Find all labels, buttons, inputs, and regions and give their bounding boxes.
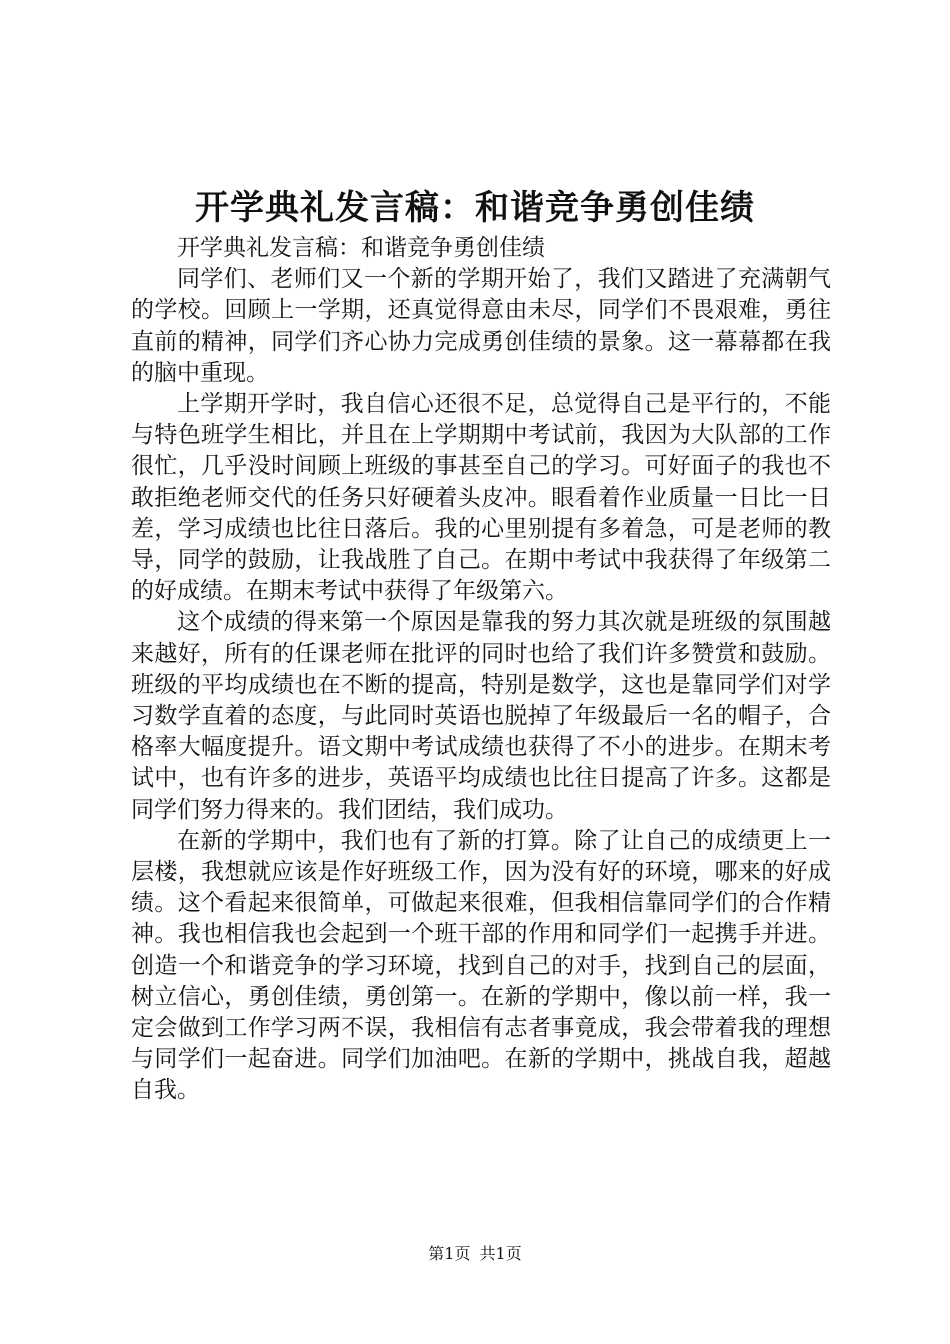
page-number: 第1页 (428, 1244, 471, 1263)
paragraph: 上学期开学时，我自信心还很不足，总觉得自己是平行的，不能与特色班学生相比，并且在上学期期中考试前，我因为大队部的工作很忙，几乎没时间顾上班级的事甚至自己的学习。可好面子的我也不敢拒绝老师交代的任务只好硬着头皮冲。眼看着作业质量一日比一日差，学习成绩也比往日落后。我的心里别提有多着急，可是老师的教导，同学的鼓励，让我战胜了自己。在期中考试中我获得了年级第二的好成绩。在期末考试中获得了年级第六。 (131, 391, 831, 605)
document-body (131, 233, 831, 1107)
paragraph: 在新的学期中，我们也有了新的打算。除了让自己的成绩更上一层楼，我想就应该是作好班级工作，因为没有好的环境，哪来的好成绩。这个看起来很简单，可做起来很难，但我相信靠同学们的合作精神。我也相信我也会起到一个班干部的作用和同学们一起携手并进。创造一个和谐竞争的学习环境，找到自己的对手，找到自己的层面，树立信心，勇创佳绩，勇创第一。在新的学期中，像以前一样，我一定会做到工作学习两不误，我相信有志者事竟成，我会带着我的理想与同学们一起奋进。同学们加油吧。在新的学期中，挑战自我，超越自我。 (131, 827, 831, 1104)
page-footer (0, 1243, 950, 1265)
paragraph: 同学们、老师们又一个新的学期开始了，我们又踏进了充满朝气的学校。回顾上一学期，还真觉得意由未尽，同学们不畏艰难，勇往直前的精神，同学们齐心协力完成勇创佳绩的景象。这一幕幕都在我的脑中重现。 (131, 266, 831, 386)
paragraph-subtitle: 开学典礼发言稿：和谐竞争勇创佳绩 (177, 235, 545, 261)
paragraph: 这个成绩的得来第一个原因是靠我的努力其次就是班级的氛围越来越好，所有的任课老师在批评的同时也给了我们许多赞赏和鼓励。班级的平均成绩也在不断的提高，特别是数学，这也是靠同学们对学习数学直着的态度，与此同时英语也脱掉了年级最后一名的帽子，合格率大幅度提升。语文期中考试成绩也获得了不小的进步。在期末考试中，也有许多的进步，英语平均成绩也比往日提高了许多。这都是同学们努力得来的。我们团结，我们成功。 (131, 609, 831, 823)
document-title: 开学典礼发言稿：和谐竞争勇创佳绩 (195, 188, 755, 228)
page-total: 共1页 (479, 1244, 522, 1263)
